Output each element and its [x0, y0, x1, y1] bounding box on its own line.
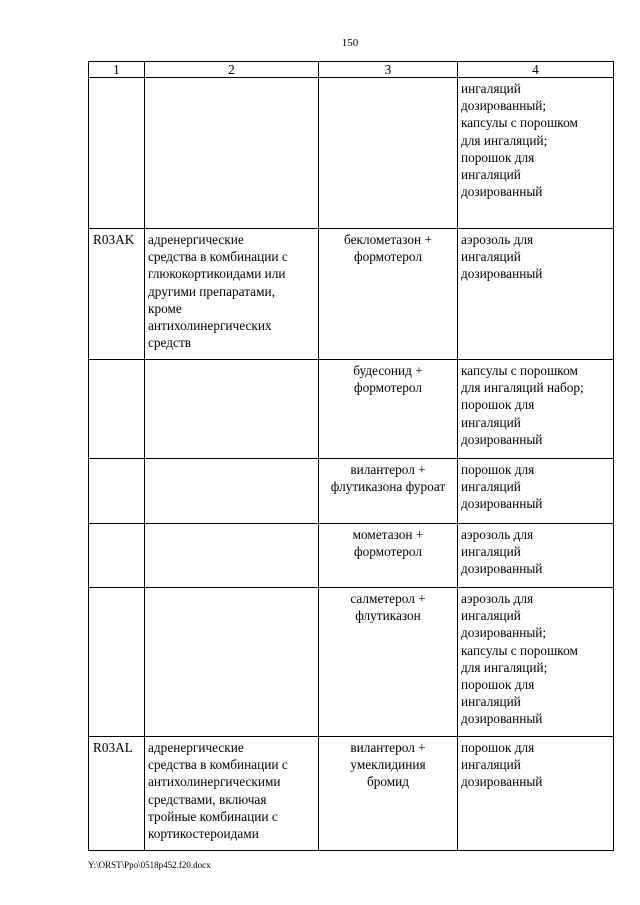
atc-code-cell	[89, 360, 145, 459]
dosage-form-text: аэрозоль для ингаляций дозированный	[461, 232, 543, 282]
dosage-form-text: порошок для ингаляций дозированный	[461, 462, 543, 512]
pharmacological-group-cell	[145, 229, 319, 360]
column-header-3: 3	[319, 62, 458, 78]
dosage-form-cell	[458, 360, 614, 459]
pharmacological-group-cell	[145, 588, 319, 737]
dosage-form-text: ингаляций дозированный; капсулы с порошком для ингаляций; порошок для ингаляций дозированный	[461, 81, 578, 200]
table-row	[89, 524, 614, 588]
atc-code-cell	[89, 737, 145, 851]
active-substance-cell	[319, 459, 458, 524]
atc-code-text: R03AK	[93, 232, 135, 247]
active-substance-cell	[319, 229, 458, 360]
drug-classification-table	[88, 61, 614, 851]
pharmacological-group-cell	[145, 737, 319, 851]
active-substance-text: будесонид + формотерол	[353, 363, 423, 396]
active-substance-text: вилантерол + флутиказона фуроат	[330, 462, 446, 495]
table-row	[89, 360, 614, 459]
active-substance-cell	[319, 737, 458, 851]
pharmacological-group-text: адренергические средства в комбинации с глюкокортикоидами или другими препаратами, кроме антихолинергических средств	[148, 232, 288, 351]
atc-code-cell	[89, 459, 145, 524]
atc-code-text: R03AL	[93, 740, 133, 755]
active-substance-cell	[319, 588, 458, 737]
table-body	[89, 78, 614, 851]
dosage-form-cell	[458, 78, 614, 229]
atc-code-cell	[89, 588, 145, 737]
atc-code-cell	[89, 78, 145, 229]
column-header-4: 4	[458, 62, 614, 78]
table-header-row	[89, 62, 614, 78]
dosage-form-cell	[458, 737, 614, 851]
active-substance-text: беклометазон + формотерол	[344, 232, 432, 265]
active-substance-cell	[319, 360, 458, 459]
page-number: 150	[341, 37, 359, 49]
pharmacological-group-cell	[145, 360, 319, 459]
pharmacological-group-cell	[145, 524, 319, 588]
table-row	[89, 229, 614, 360]
active-substance-text: салметерол + флутиказон	[350, 591, 426, 624]
dosage-form-text: аэрозоль для ингаляций дозированный	[461, 527, 543, 577]
atc-code-cell	[89, 524, 145, 588]
dosage-form-cell	[458, 229, 614, 360]
active-substance-cell	[319, 524, 458, 588]
dosage-form-text: капсулы с порошком для ингаляций набор; порошок для ингаляций дозированный	[461, 363, 584, 447]
dosage-form-cell	[458, 588, 614, 737]
pharmacological-group-cell	[145, 78, 319, 229]
atc-code-cell	[89, 229, 145, 360]
table-row	[89, 459, 614, 524]
table-row	[89, 588, 614, 737]
table-row	[89, 78, 614, 229]
pharmacological-group-cell	[145, 459, 319, 524]
dosage-form-cell	[458, 524, 614, 588]
column-header-1: 1	[89, 62, 145, 78]
document-file-path: Y:\ORST\Ppo\0518p452.f20.docx	[88, 860, 211, 870]
dosage-form-cell	[458, 459, 614, 524]
dosage-form-text: порошок для ингаляций дозированный	[461, 740, 543, 790]
active-substance-text: мометазон + формотерол	[352, 527, 424, 560]
dosage-form-text: аэрозоль для ингаляций дозированный; капсулы с порошком для ингаляций; порошок для ингаляций дозированный	[461, 591, 578, 727]
table-row	[89, 737, 614, 851]
active-substance-text: вилантерол + умеклидиния бромид	[350, 740, 426, 790]
active-substance-cell	[319, 78, 458, 229]
column-header-2: 2	[145, 62, 319, 78]
pharmacological-group-text: адренергические средства в комбинации с антихолинергическими средствами, включая тройные комбинации с кортикостероидами	[148, 740, 288, 842]
